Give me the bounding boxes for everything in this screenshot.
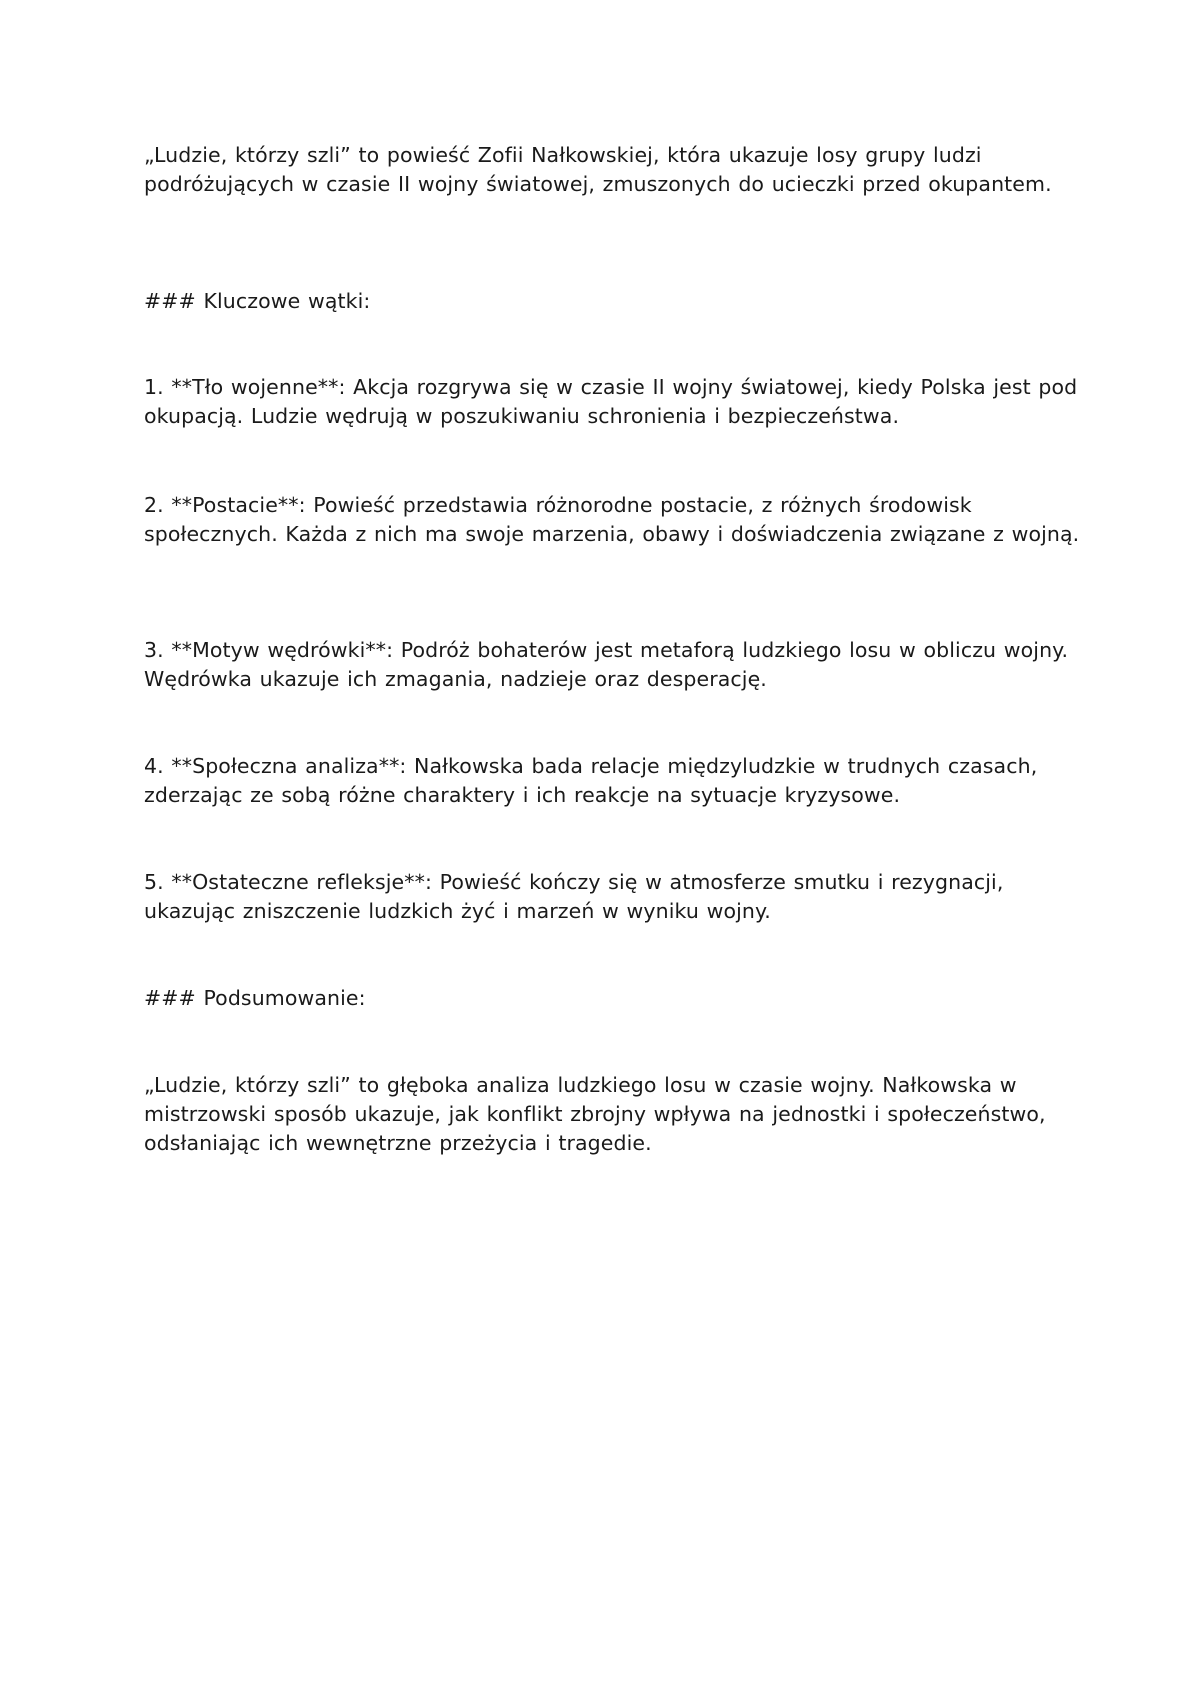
list-item: 2. **Postacie**: Powieść przedstawia różnorodne postacie, z różnych środowisk społecznych. Każda z nich ma swoje marzenia, obawy i doświadczenia związane z wojną. [144,493,1080,546]
section-heading-summary: ### Podsumowanie: [144,986,366,1010]
section-heading-key-themes: ### Kluczowe wątki: [144,289,371,313]
summary-paragraph: „Ludzie, którzy szli” to głęboka analiza ludzkiego losu w czasie wojny. Nałkowska w mistrzowski sposób ukazuje, jak konflikt zbrojny wpływa na jednostki i społeczeństwo, odsłaniając ich wewnętrzne przeżycia i tragedie. [144,1073,1046,1155]
list-item: 1. **Tło wojenne**: Akcja rozgrywa się w czasie II wojny światowej, kiedy Polska jest pod okupacją. Ludzie wędrują w poszukiwaniu schronienia i bezpieczeństwa. [144,375,1078,428]
intro-paragraph: „Ludzie, którzy szli” to powieść Zofii Nałkowskiej, która ukazuje losy grupy ludzi podróżujących w czasie II wojny światowej, zmuszonych do ucieczki przed okupantem. [144,143,1052,196]
list-item: 5. **Ostateczne refleksje**: Powieść kończy się w atmosferze smutku i rezygnacji, ukazując zniszczenie ludzkich żyć i marzeń w wyniku wojny. [144,870,1004,923]
list-item: 4. **Społeczna analiza**: Nałkowska bada relacje międzyludzkie w trudnych czasach, zderzając ze sobą różne charaktery i ich reakcje na sytuacje kryzysowe. [144,754,1038,807]
list-item: 3. **Motyw wędrówki**: Podróż bohaterów jest metaforą ludzkiego losu w obliczu wojny. Wędrówka ukazuje ich zmagania, nadzieje oraz desperację. [144,638,1069,691]
